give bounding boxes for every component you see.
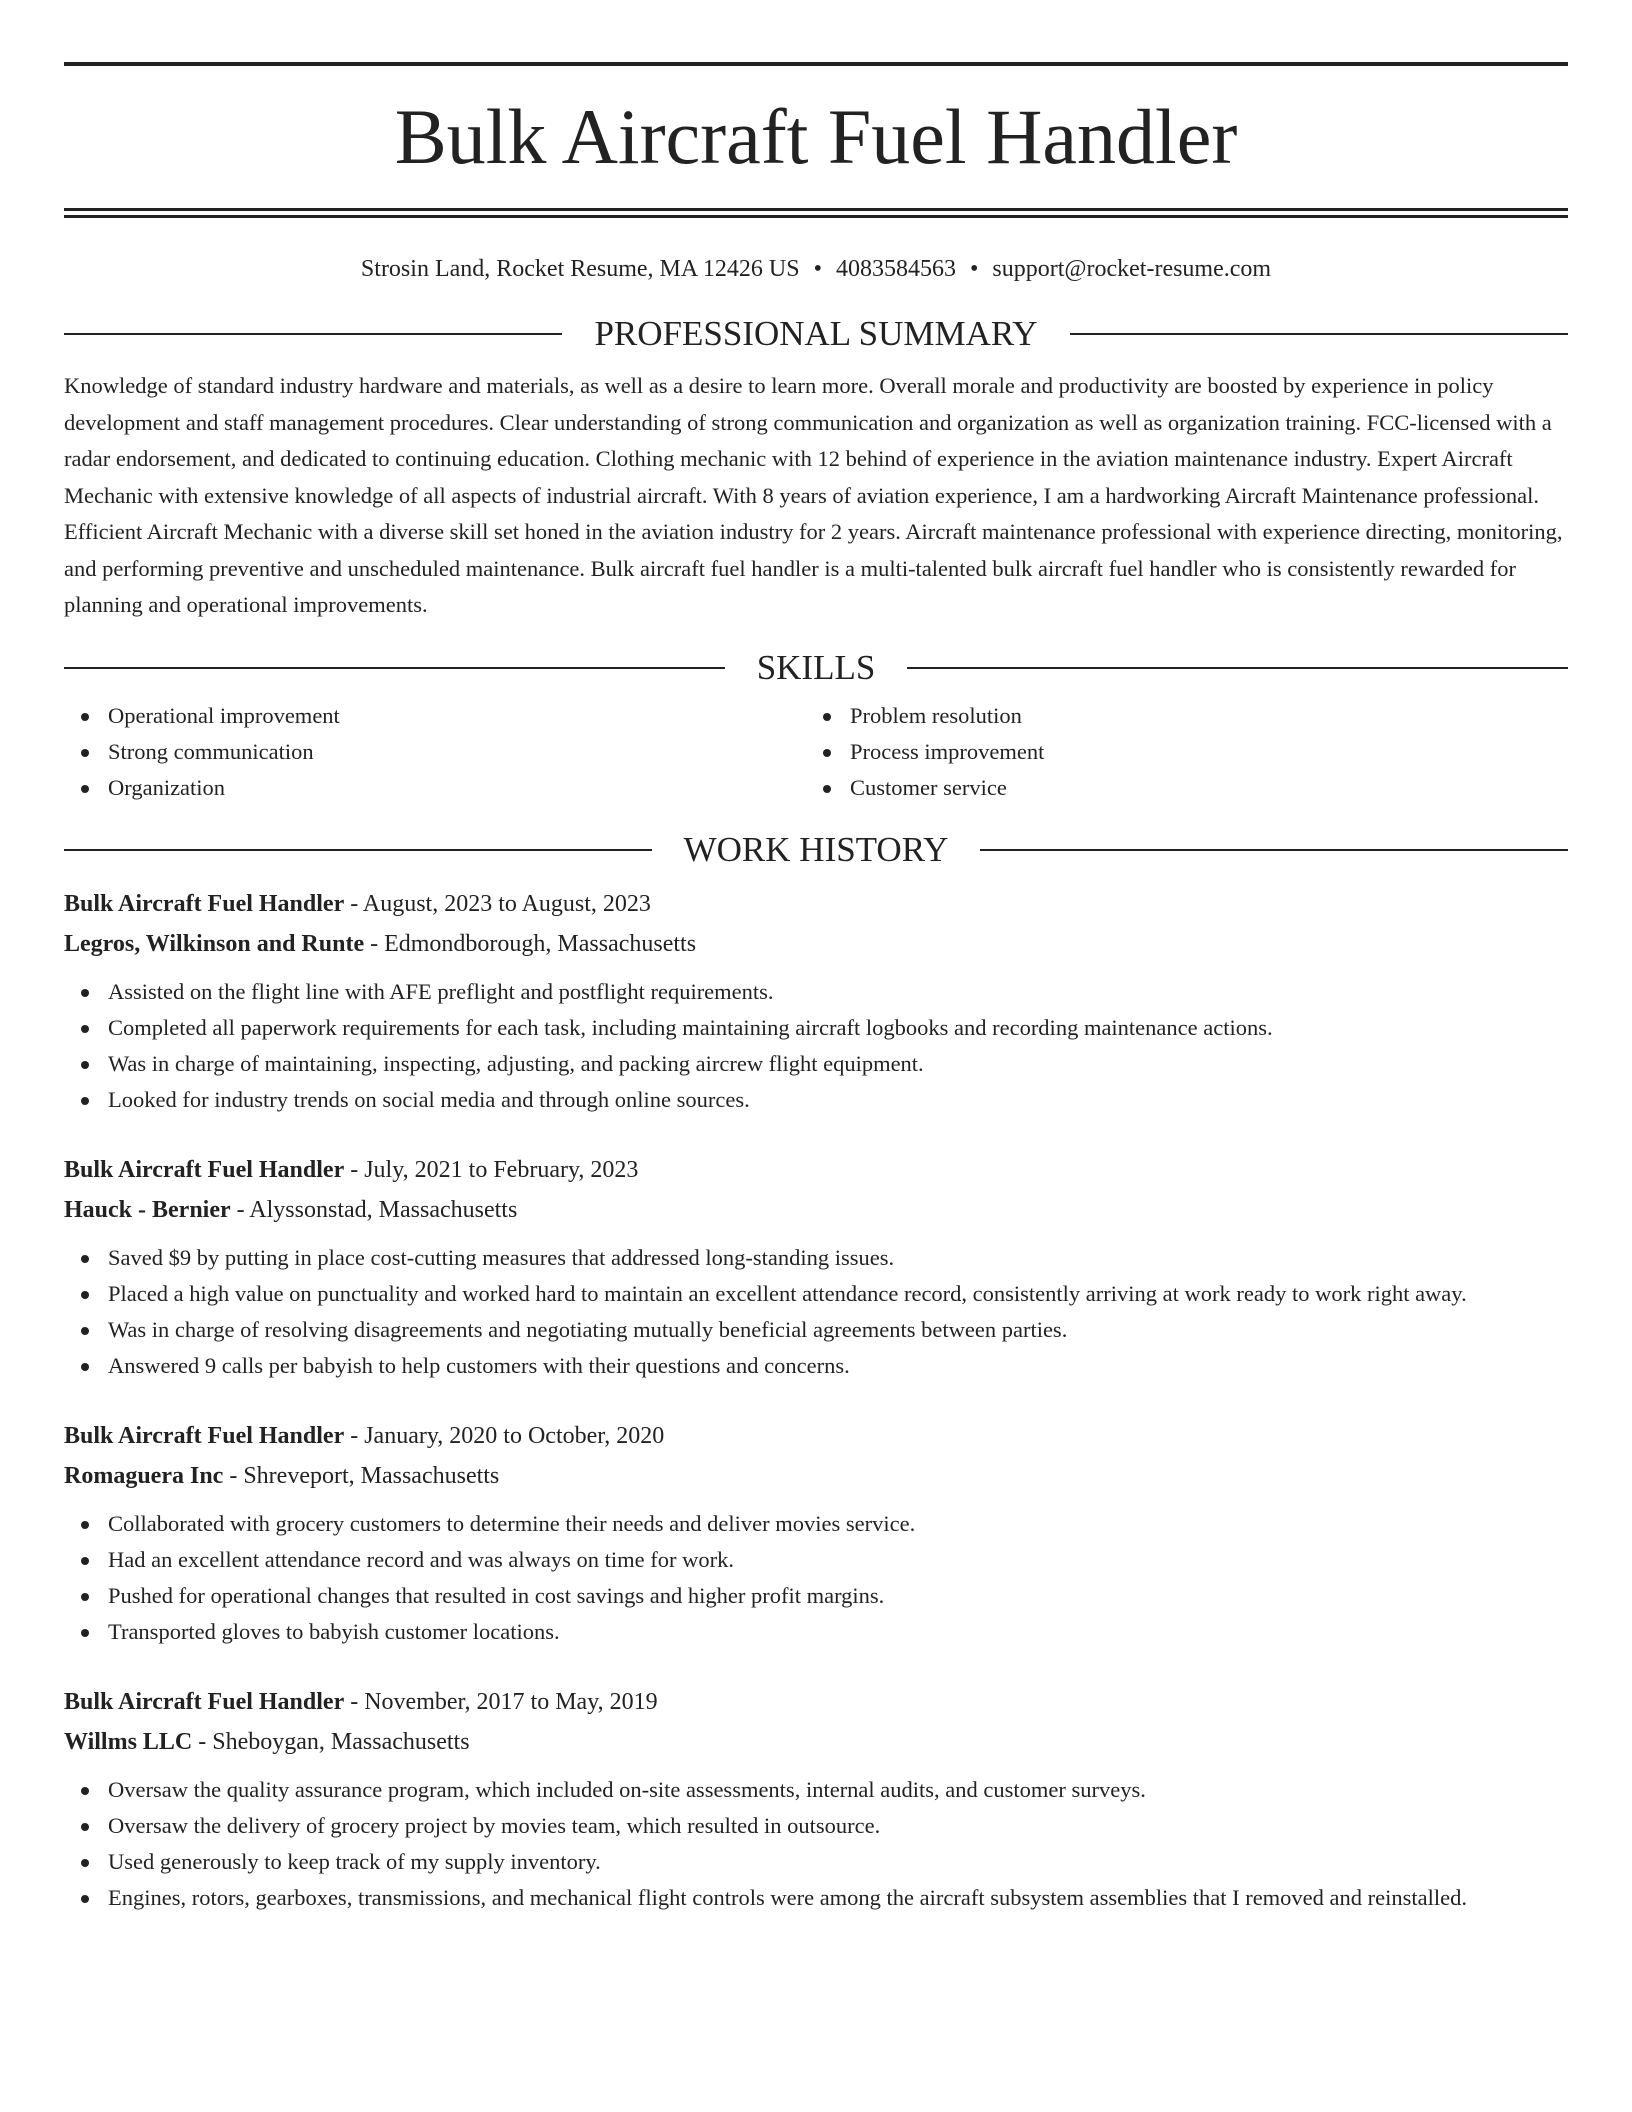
heading-rule (1070, 333, 1568, 335)
job-entry (64, 1150, 1568, 1384)
job-company-line (64, 1456, 1568, 1496)
job-duties (64, 1506, 1568, 1650)
skill-item: Process improvement (806, 734, 1548, 770)
contact-email: support@rocket-resume.com (992, 256, 1272, 282)
heading-rule (64, 849, 652, 851)
skill-item: Customer service (806, 770, 1548, 806)
job-dates: - August, 2023 to August, 2023 (344, 890, 651, 917)
heading-rule (980, 849, 1568, 851)
job-location: - Edmondborough, Massachusetts (364, 930, 697, 957)
duty-item: Completed all paperwork requirements for each task, including maintaining aircraft logbooks and recording maintenance actions. (64, 1010, 1568, 1046)
job-company: Romaguera Inc (64, 1462, 224, 1489)
job-role: Bulk Aircraft Fuel Handler (64, 1156, 345, 1183)
job-title-line (64, 1682, 1568, 1722)
duty-item: Transported gloves to babyish customer locations. (64, 1614, 1568, 1650)
heading-rule (907, 667, 1568, 669)
skills-list (64, 698, 1568, 806)
skills-column-left (64, 698, 806, 806)
contact-phone: 4083584563 (835, 256, 956, 282)
resume-page (64, 0, 1568, 1916)
heading-rule (64, 333, 562, 335)
duty-item: Assisted on the flight line with AFE preflight and postflight requirements. (64, 974, 1568, 1010)
job-company: Legros, Wilkinson and Runte (64, 930, 365, 957)
job-company-line (64, 1722, 1568, 1762)
job-company-line (64, 924, 1568, 964)
duty-item: Saved $9 by putting in place cost-cutting measures that addressed long-standing issues. (64, 1240, 1568, 1276)
skills-title: SKILLS (756, 647, 876, 687)
duty-item: Used generously to keep track of my supply inventory. (64, 1844, 1568, 1880)
duty-item: Answered 9 calls per babyish to help customers with their questions and concerns. (64, 1348, 1568, 1384)
work-heading (64, 830, 1568, 870)
contact-address: Strosin Land, Rocket Resume, MA 12426 US (360, 256, 800, 282)
duty-item: Was in charge of resolving disagreements and negotiating mutually beneficial agreements between parties. (64, 1312, 1568, 1348)
skills-heading (64, 648, 1568, 688)
job-company: Hauck - Bernier (64, 1196, 231, 1223)
duty-item: Had an excellent attendance record and was always on time for work. (64, 1542, 1568, 1578)
skills-column-right (806, 698, 1548, 806)
duty-item: Looked for industry trends on social media and through online sources. (64, 1082, 1568, 1118)
page-title: Bulk Aircraft Fuel Handler (394, 93, 1238, 180)
title-double-rule (64, 208, 1568, 218)
job-entry (64, 884, 1568, 1118)
job-title-line (64, 1416, 1568, 1456)
job-entry (64, 1416, 1568, 1650)
job-location: - Sheboygan, Massachusetts (192, 1728, 470, 1755)
job-location: - Alyssonstad, Massachusetts (230, 1196, 518, 1223)
job-title-line (64, 1150, 1568, 1190)
job-location: - Shreveport, Massachusetts (223, 1462, 500, 1489)
duty-item: Oversaw the quality assurance program, which included on-site assessments, internal audits, and customer surveys. (64, 1772, 1568, 1808)
duty-item: Placed a high value on punctuality and worked hard to maintain an excellent attendance record, consistently arriving at work ready to work right away. (64, 1276, 1568, 1312)
job-dates: - July, 2021 to February, 2023 (344, 1156, 639, 1183)
summary-text: Knowledge of standard industry hardware and materials, as well as a desire to learn more. Overall morale and productivity are boosted by experience in policy development and staff management procedures. Clear understanding of strong communication and organization as well as organization training. FCC-licensed with a radar endorsement, and dedicated to continuing education. Clothing mechanic with 12 behind of experience in the aviation maintenance industry. Expert Aircraft Mechanic with extensive knowledge of all aspects of industrial aircraft. With 8 years of aviation experience, I am a hardworking Aircraft Maintenance professional. Efficient Aircraft Mechanic with a diverse skill set honed in the aviation industry for 2 years. Aircraft maintenance professional with experience directing, monitoring, and performing preventive and unscheduled maintenance. Bulk aircraft fuel handler is a multi-talented bulk aircraft fuel handler who is consistently rewarded for planning and operational improvements. (64, 373, 1563, 617)
summary-title: PROFESSIONAL SUMMARY (594, 314, 1038, 353)
job-duties (64, 974, 1568, 1118)
skill-item: Strong communication (64, 734, 806, 770)
work-title: WORK HISTORY (683, 829, 949, 869)
job-role: Bulk Aircraft Fuel Handler (64, 1688, 345, 1715)
duty-item: Collaborated with grocery customers to determine their needs and deliver movies service. (64, 1506, 1568, 1542)
contact-separator: • (969, 256, 979, 282)
contact-line (64, 254, 1568, 284)
heading-rule (64, 667, 725, 669)
job-company-line (64, 1190, 1568, 1230)
job-role: Bulk Aircraft Fuel Handler (64, 1422, 345, 1449)
contact-separator: • (813, 256, 822, 282)
summary-heading (64, 314, 1568, 354)
skill-item: Operational improvement (64, 698, 806, 734)
job-duties (64, 1240, 1568, 1384)
job-dates: - November, 2017 to May, 2019 (344, 1688, 658, 1715)
job-entry (64, 1682, 1568, 1916)
duty-item: Oversaw the delivery of grocery project by movies team, which resulted in outsource. (64, 1808, 1568, 1844)
duty-item: Engines, rotors, gearboxes, transmissions, and mechanical flight controls were among the aircraft subsystem assemblies that I removed and reinstalled. (64, 1880, 1568, 1916)
duty-item: Was in charge of maintaining, inspecting, adjusting, and packing aircrew flight equipment. (64, 1046, 1568, 1082)
skill-item: Organization (64, 770, 806, 806)
job-role: Bulk Aircraft Fuel Handler (64, 890, 345, 917)
duty-item: Pushed for operational changes that resulted in cost savings and higher profit margins. (64, 1578, 1568, 1614)
job-title-line (64, 884, 1568, 924)
job-dates: - January, 2020 to October, 2020 (344, 1422, 665, 1449)
skill-item: Problem resolution (806, 698, 1548, 734)
job-duties (64, 1772, 1568, 1916)
job-company: Willms LLC (64, 1728, 193, 1755)
